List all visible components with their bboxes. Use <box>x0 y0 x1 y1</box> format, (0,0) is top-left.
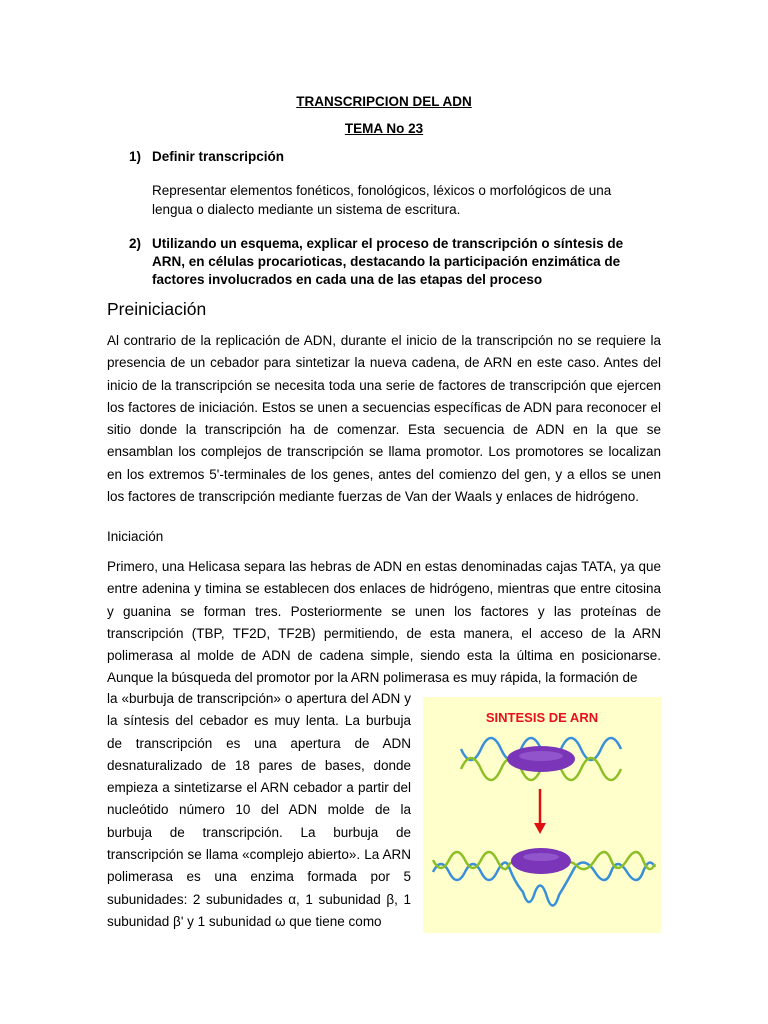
down-arrow-icon <box>534 789 546 834</box>
question-2-number: 2) <box>129 236 142 251</box>
dna-diagram <box>423 697 661 933</box>
iniciacion-paragraph-continued: la «burbuja de transcripción» o apertura del ADN y la síntesis del cebador es muy lenta. La burbuja de transcripción es una apertura de ADN desnaturalizado de 18 pares de bases, donde empieza a sintetizarse el ARN cebador a partir del nucleótido número 10 del ADN molde de la burbuja de transcripción. La burbuja de transcripción se llama «complejo abierto». La ARN polimerasa es una enzima formada por 5 subunidades: 2 subunidades α, 1 subunidad β, 1 subunidad β' y 1 subunidad ω que tiene como <box>107 691 411 929</box>
document-subtitle: TEMA No 23 <box>344 121 424 136</box>
section-heading: Preiniciación <box>107 299 207 319</box>
transcription-figure <box>423 697 661 933</box>
question-2-text: Utilizando un esquema, explicar el proceso de transcripción o síntesis de ARN, en células procarioticas, destacando la participación enzimática de factores involucrados en cada una de las etapas del proceso <box>152 236 624 287</box>
figure-title: SINTESIS DE ARN <box>485 710 599 725</box>
question-1-answer: Representar elementos fonéticos, fonológicos, léxicos o morfológicos de una lengua o dialecto mediante un sistema de escritura. <box>152 183 612 217</box>
iniciacion-paragraph: Primero, una Helicasa separa las hebras de ADN en estas denominadas cajas TATA, ya que entre adenina y timina se establecen dos enlaces de hidrógeno, mientras que entre citosina y guanina se forman tres. Posteriormente se unen los factores y las proteínas de transcripción (TBP, TF2D, TF2B) permitiendo, de esta manera, el acceso de la ARN polimerasa al molde de ADN de cadena simple, siendo esta la última en posicionarse. Aunque la búsqueda del promotor por la ARN polimerasa es muy rápida, la formación de <box>107 559 661 686</box>
question-1-text: Definir transcripción <box>152 149 285 164</box>
question-1-number: 1) <box>129 149 142 164</box>
subheading-iniciacion: Iniciación <box>107 529 164 544</box>
preiniciacion-paragraph: Al contrario de la replicación de ADN, durante el inicio de la transcripción no se requiere la presencia de un cebador para sintetizar la nueva cadena, de ARN en este caso. Antes del inicio de la transcripción se necesita toda una serie de factores de transcripción que ejercen los factores de iniciación. Estos se unen a secuencias específicas de ADN para reconocer el sitio donde la transcripción ha de comenzar. Esta secuencia de ADN en la que se ensamblan los complejos de transcripción se llama promotor. Los promotores se localizan en los extremos 5'-terminales de los genes, antes del comienzo del gen, y a ellos se unen los factores de transcripción mediante fuerzas de Van der Waals y enlaces de hidrógeno. <box>107 333 661 505</box>
document-title: TRANSCRIPCION DEL ADN <box>296 94 472 109</box>
